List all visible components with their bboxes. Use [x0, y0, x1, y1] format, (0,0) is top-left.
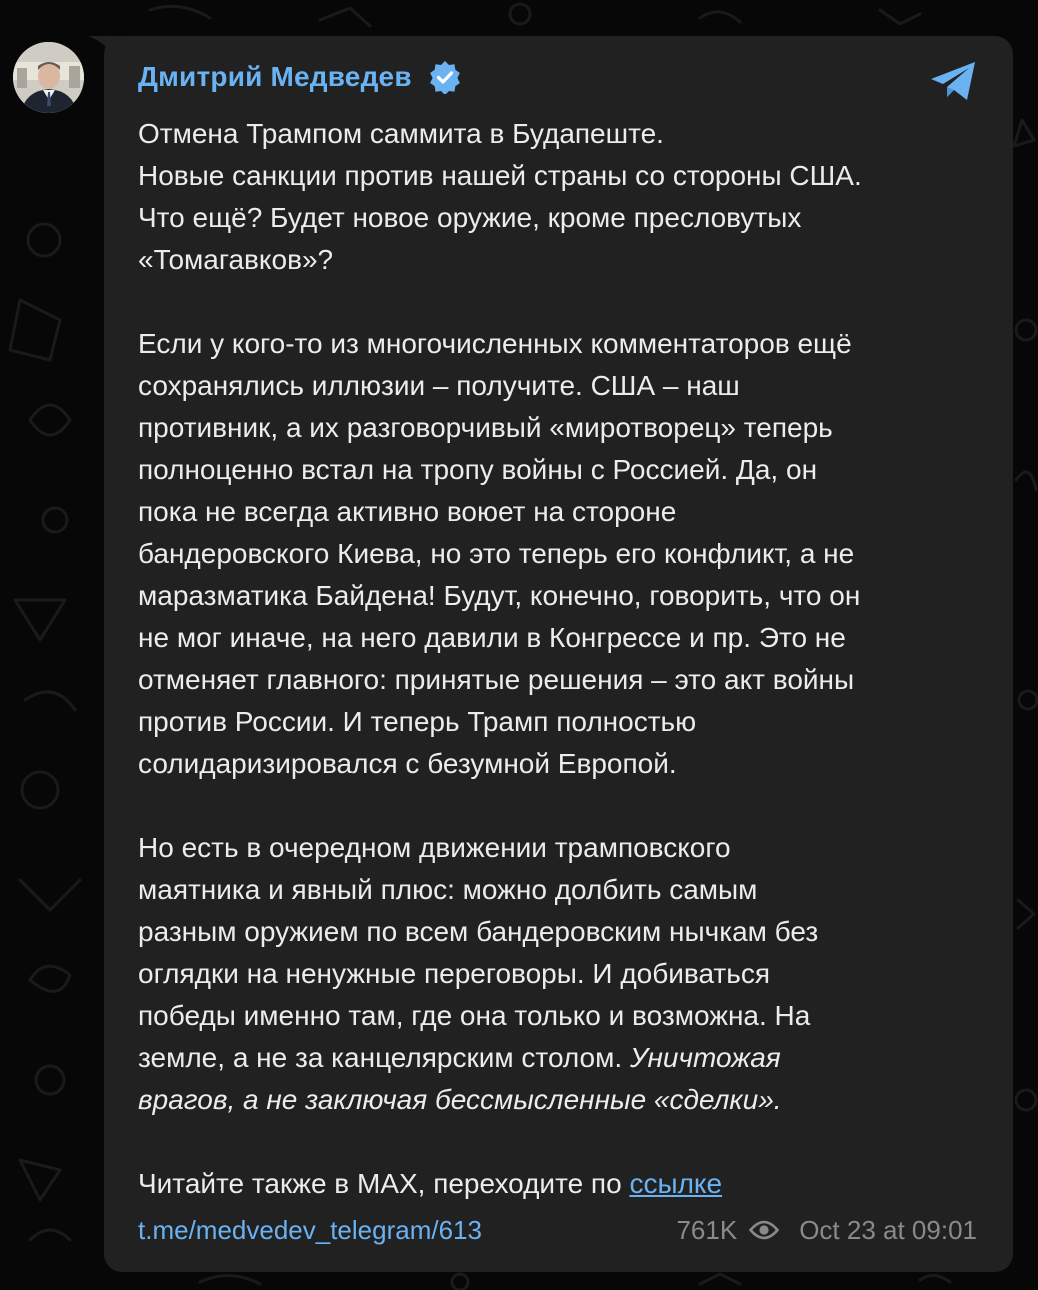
text-line: Что ещё? Будет новое оружие, кроме пресловутых [138, 202, 802, 233]
text-line: солидаризировался с безумной Европой. [138, 748, 677, 779]
view-count: 761K [676, 1214, 738, 1245]
paragraph-3 [138, 827, 988, 1121]
text-line: полноценно встал на тропу войны с Россией. Да, он [138, 454, 818, 485]
author-name[interactable]: Дмитрий Медведев [138, 61, 412, 92]
text-line: маразматика Байдена! Будут, конечно, говорить, что он [138, 580, 861, 611]
text-line: победы именно там, где она только и возможна. На [138, 1000, 811, 1031]
text-line: Но есть в очередном движении трамповского [138, 832, 731, 863]
text-line: отменяет главного: принятые решения – это акт войны [138, 664, 855, 695]
text-line: маятника и явный плюс: можно долбить самым [138, 874, 758, 905]
text-line-with-italic [138, 1037, 988, 1079]
text-line: противник, а их разговорчивый «миротворец» теперь [138, 412, 833, 443]
text-line: бандеровского Киева, но это теперь его конфликт, а не [138, 538, 855, 569]
text-segment: земле, а не за канцелярским столом. [138, 1042, 623, 1073]
message-timestamp: Oct 23 at 09:01 [799, 1214, 977, 1245]
text-line: Новые санкции против нашей страны со стороны США. [138, 160, 862, 191]
channel-avatar[interactable] [13, 42, 84, 113]
text-line: «Томагавков»? [138, 244, 334, 275]
text-line: оглядки на ненужные переговоры. И добиваться [138, 958, 770, 989]
text-line: пока не всегда активно воюет на стороне [138, 496, 677, 527]
message-bubble [104, 36, 1013, 1272]
text-line: против России. И теперь Трамп полностью [138, 706, 697, 737]
italic-text: Уничтожая [629, 1042, 781, 1073]
text-line: Если у кого-то из многочисленных комментаторов ещё [138, 328, 852, 359]
read-also-text: Читайте также в MAX, переходите по [138, 1168, 622, 1199]
italic-text-line: врагов, а не заключая бессмысленные «сделки». [138, 1084, 782, 1115]
read-also-line [138, 1163, 988, 1205]
eye-icon [749, 1220, 779, 1240]
text-line: не мог иначе, на него давили в Конгрессе и пр. Это не [138, 622, 846, 653]
telegram-logo-icon[interactable] [929, 60, 979, 102]
text-line: разным оружием по всем бандеровским нычкам без [138, 916, 819, 947]
paragraph-read-also [138, 1163, 988, 1205]
text-line: сохранялись иллюзии – получите. США – наш [138, 370, 740, 401]
paragraph-2 [138, 323, 988, 785]
paragraph-1 [138, 113, 988, 281]
message-text [138, 113, 988, 1205]
message-header [138, 60, 462, 94]
avatar-portrait-image [13, 42, 84, 113]
verified-badge-icon [428, 60, 462, 94]
post-link[interactable]: t.me/medvedev_telegram/613 [138, 1214, 482, 1245]
text-line: Отмена Трампом саммита в Будапеште. [138, 118, 664, 149]
message-footer [138, 1212, 977, 1248]
read-also-link[interactable]: ссылке [629, 1168, 723, 1199]
